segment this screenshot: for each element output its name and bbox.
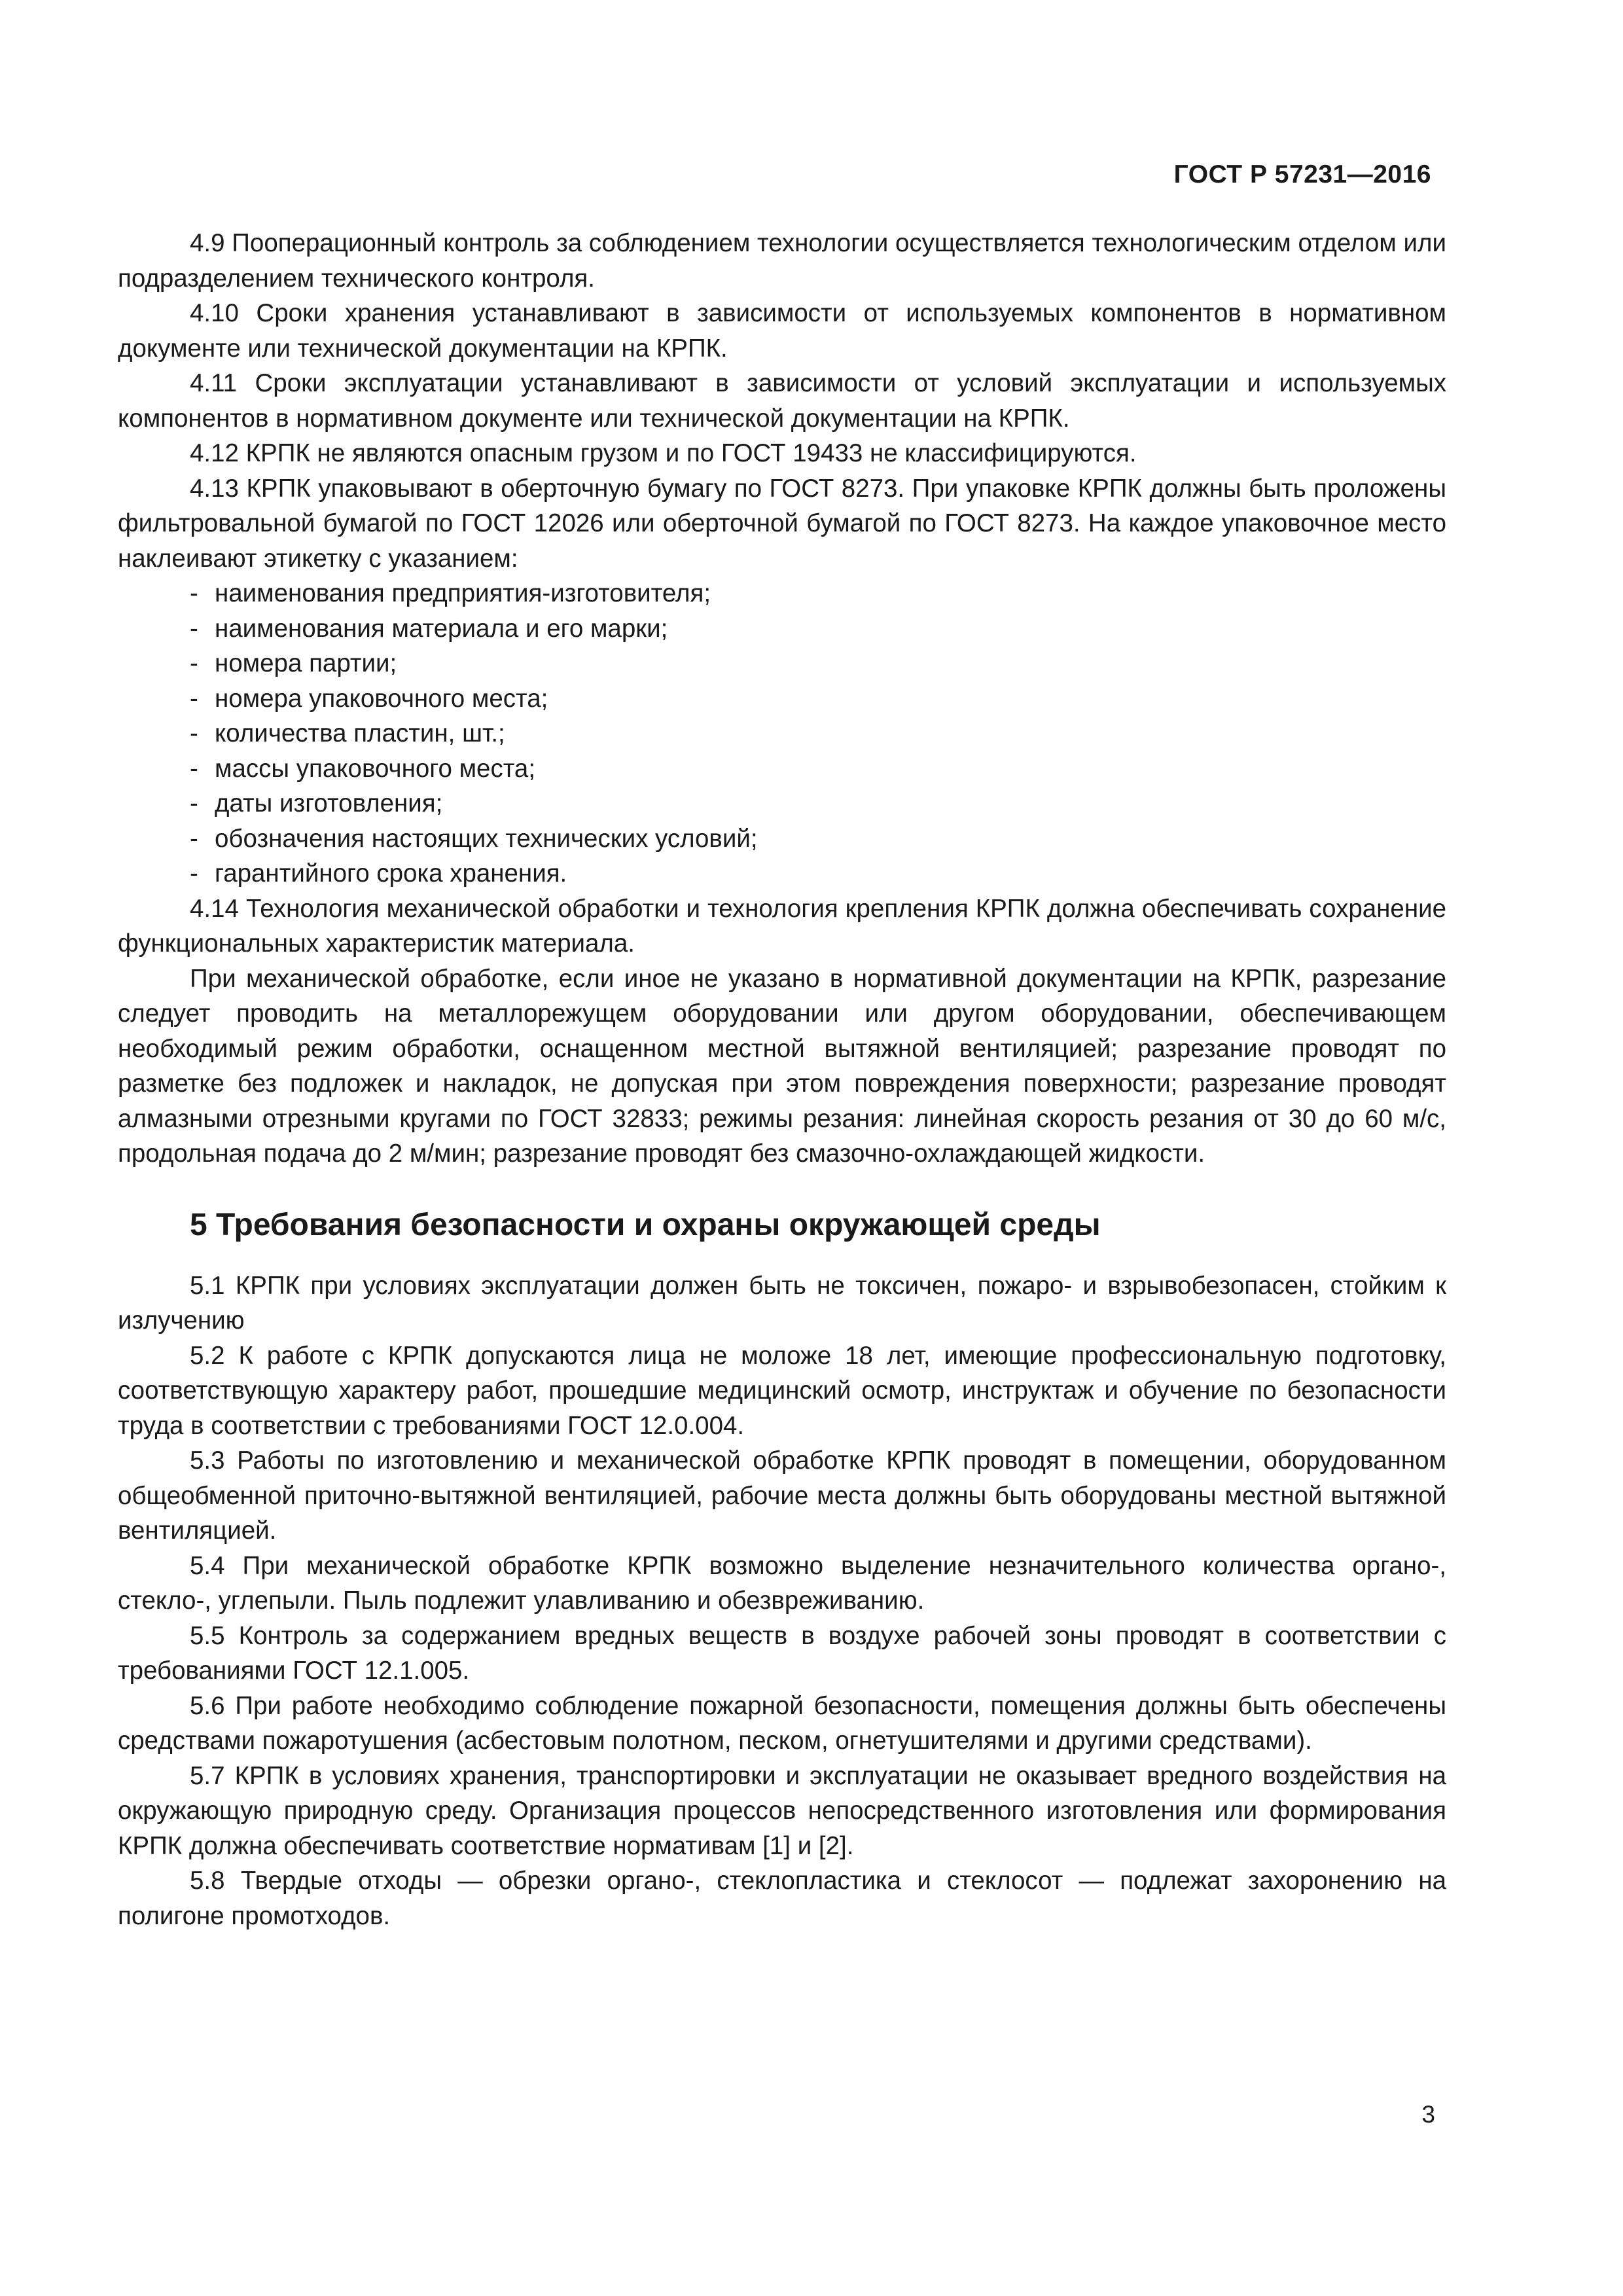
paragraph-4-14-machining: При механической обработке, если иное не указано в нормативной документации на КРПК, разрезание следует проводить на металлорежущем оборудовании или другом оборудовании, обеспечивающем необходимый режим обработки, оснащенном местной вытяжной вентиляцией; разрезание проводят по разметке без подложек и накладок, не допуская при этом повреждения поверхности; разрезание проводят алмазными отрезными кругами по ГОСТ 32833; режимы резания: линейная скорость резания от 30 до 60 м/с, продольная подача до 2 м/мин; разрезание проводят без смазочно-охлаждающей жидкости. (118, 964, 1446, 1168)
list-item-text: даты изготовления; (215, 789, 443, 817)
paragraph-4-12: 4.12 КРПК не являются опасным грузом и по ГОСТ 19433 не классифицируются. (190, 439, 1137, 467)
paragraph-5-2: 5.2 К работе с КРПК допускаются лица не моложе 18 лет, имеющие профессиональную подготовку, соответствующую характеру работ, прошедшие медицинский осмотр, инструктаж и обучение по безопасности труда в соответствии с требованиями ГОСТ 12.0.004. (118, 1341, 1446, 1440)
paragraph-4-9: 4.9 Пооперационный контроль за соблюдением технологии осуществляется технологическим отделом или подразделением технического контроля. (118, 229, 1446, 293)
list-item-text: массы упаковочного места; (215, 754, 536, 783)
list-item (118, 611, 1446, 647)
list-dash: - (190, 579, 198, 607)
list-item-text: номера партии; (215, 649, 397, 677)
list-item (118, 751, 1446, 787)
list-item-text: наименования материала и его марки; (215, 614, 668, 643)
paragraph-5-6: 5.6 При работе необходимо соблюдение пожарной безопасности, помещения должны быть обеспечены средствами пожаротушения (асбестовым полотном, песком, огнетушителями и другими средствами). (118, 1691, 1446, 1755)
document-code: ГОСТ Р 57231—2016 (1173, 160, 1431, 188)
list-item (118, 716, 1446, 751)
list-dash: - (190, 649, 198, 677)
list-dash: - (190, 684, 198, 713)
list-item-text: наименования предприятия-изготовителя; (215, 579, 711, 607)
list-item-text: номера упаковочного места; (215, 684, 548, 713)
page-number: 3 (1421, 2101, 1435, 2128)
list-dash: - (190, 614, 198, 643)
paragraph-5-7: 5.7 КРПК в условиях хранения, транспортировки и эксплуатации не оказывает вредного воздействия на окружающую природную среду. Организация процессов непосредственного изготовления или формирования КРПК должна обеспечивать соответствие нормативам [1] и [2]. (118, 1761, 1446, 1860)
paragraph-5-3: 5.3 Работы по изготовлению и механической обработке КРПК проводят в помещении, оборудованном общеобменной приточно-вытяжной вентиляцией, рабочие места должны быть оборудованы местной вытяжной вентиляцией. (118, 1446, 1446, 1545)
list-item (118, 786, 1446, 821)
paragraph-5-4: 5.4 При механической обработке КРПК возможно выделение незначительного количества органо-, стекло-, углепыли. Пыль подлежит улавливанию и обезвреживанию. (118, 1551, 1446, 1615)
list-item-text: обозначения настоящих технических условий; (215, 824, 758, 853)
list-dash: - (190, 754, 198, 783)
list-dash: - (190, 824, 198, 853)
list-item-text: количества пластин, шт.; (215, 719, 505, 747)
page-content (118, 226, 1446, 1933)
list-dash: - (190, 789, 198, 817)
paragraph-4-14: 4.14 Технология механической обработки и технология крепления КРПК должна обеспечивать сохранение функциональных характеристик материала. (118, 894, 1446, 958)
list-item (118, 576, 1446, 611)
paragraph-4-10: 4.10 Сроки хранения устанавливают в зависимости от используемых компонентов в нормативном документе или технической документации на КРПК. (118, 299, 1446, 363)
list-item (118, 821, 1446, 857)
list-dash: - (190, 719, 198, 747)
paragraph-5-8: 5.8 Твердые отходы — обрезки органо-, стеклопластика и стеклосот — подлежат захоронению на полигоне промотходов. (118, 1867, 1446, 1930)
list-item-text: гарантийного срока хранения. (215, 859, 567, 888)
section-5-heading: 5 Требования безопасности и охраны окружающей среды (190, 1207, 1101, 1242)
paragraph-5-5: 5.5 Контроль за содержанием вредных веществ в воздухе рабочей зоны проводят в соответствии с требованиями ГОСТ 12.1.005. (118, 1621, 1446, 1685)
list-item (118, 856, 1446, 891)
label-contents-list (118, 576, 1446, 891)
paragraph-4-11: 4.11 Сроки эксплуатации устанавливают в зависимости от условий эксплуатации и используемых компонентов в нормативном документе или технической документации на КРПК. (118, 369, 1446, 433)
list-item (118, 681, 1446, 717)
paragraph-4-13: 4.13 КРПК упаковывают в оберточную бумагу по ГОСТ 8273. При упаковке КРПК должны быть проложены фильтровальной бумагой по ГОСТ 12026 или оберточной бумагой по ГОСТ 8273. На каждое упаковочное место наклеивают этикетку с указанием: (118, 474, 1446, 573)
list-item (118, 646, 1446, 681)
paragraph-5-1: 5.1 КРПК при условиях эксплуатации должен быть не токсичен, пожаро- и взрывобезопасен, стойким к излучению (118, 1271, 1446, 1335)
list-dash: - (190, 859, 198, 888)
